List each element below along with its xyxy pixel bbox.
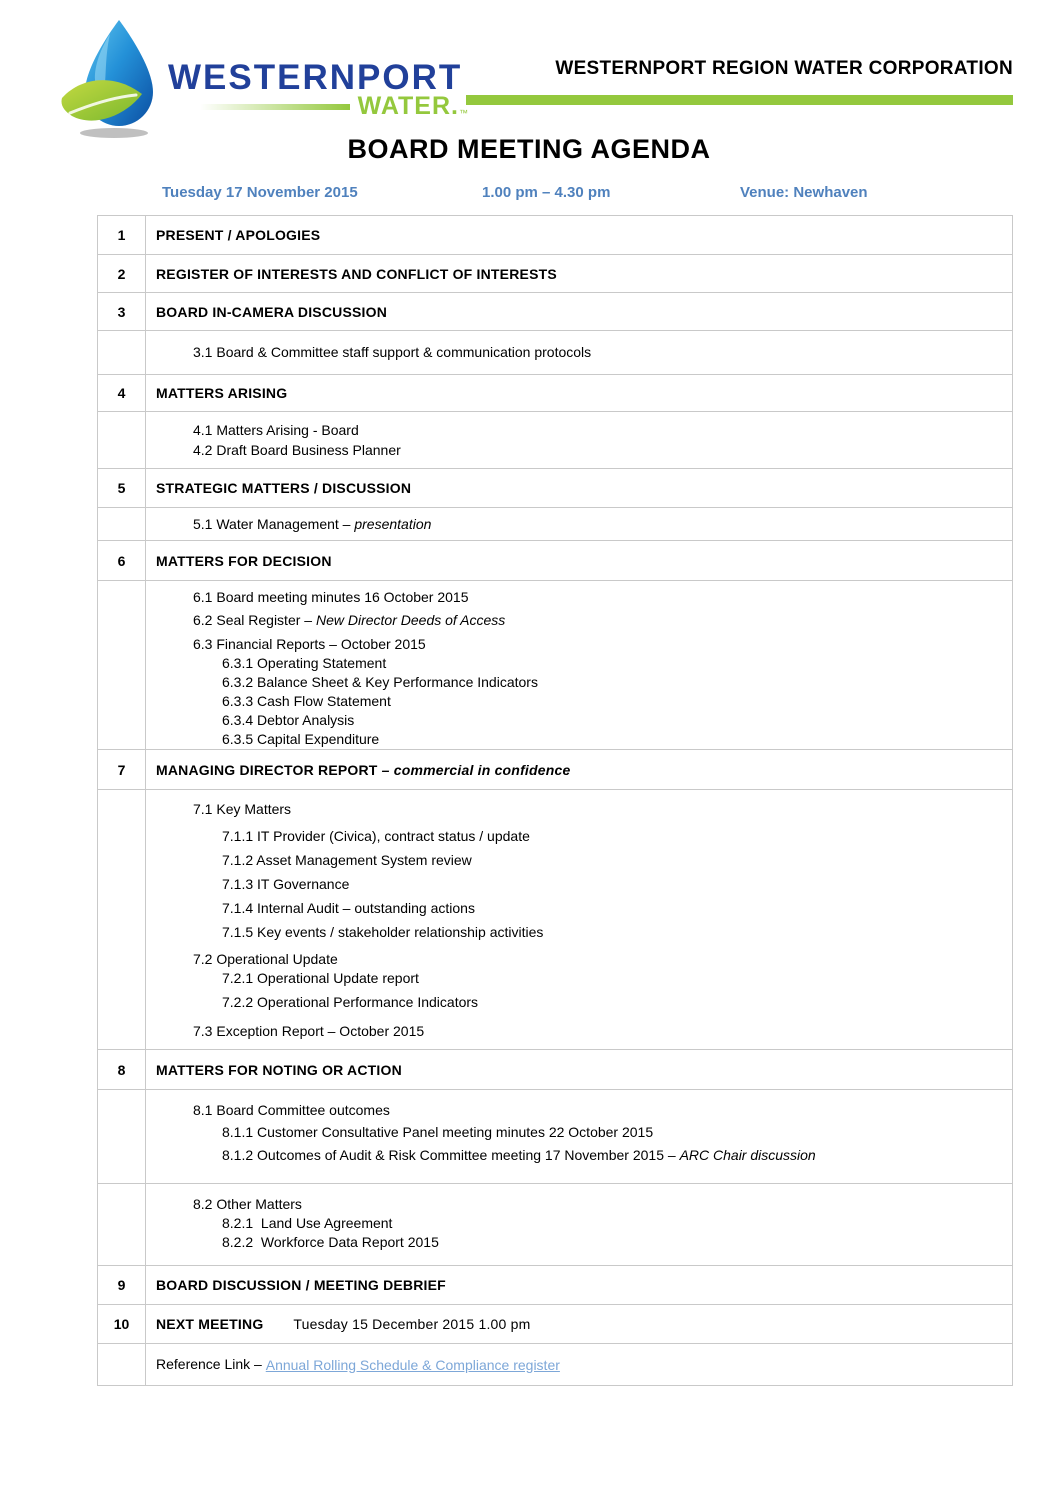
agenda-row-3-sub — [98, 331, 1012, 375]
sub-item-italic-text: New Director Deeds of Access — [315, 612, 506, 628]
agenda-item-number: 8 — [98, 1050, 146, 1089]
agenda-row-5-sub — [98, 508, 1012, 541]
title-text: MANAGING DIRECTOR REPORT — [156, 761, 378, 778]
agenda-row-9 — [98, 1266, 1012, 1305]
agenda-row-8 — [98, 1050, 1012, 1090]
title-italic-text: – commercial in confidence — [381, 761, 571, 778]
agenda-item-title: BOARD IN-CAMERA DISCUSSION — [156, 303, 388, 320]
meeting-info-line — [97, 184, 1013, 206]
agenda-item-title: MATTERS FOR DECISION — [156, 552, 332, 569]
sub-item-italic-text: presentation — [354, 515, 432, 532]
agenda-sub-item: 6.1 Board meeting minutes 16 October 2015 — [193, 589, 469, 605]
agenda-item-number-empty — [98, 1344, 146, 1385]
agenda-item-number: 3 — [98, 293, 146, 330]
agenda-item-title: BOARD DISCUSSION / MEETING DEBRIEF — [156, 1277, 446, 1293]
logo-brand-name: WESTERNPORT — [168, 58, 463, 97]
agenda-row-10 — [98, 1305, 1012, 1344]
agenda-sub-items — [146, 331, 1012, 374]
reference-link[interactable]: Annual Rolling Schedule & Compliance register — [265, 1356, 560, 1373]
agenda-row-1 — [98, 216, 1012, 255]
green-divider-bar — [466, 95, 1013, 105]
agenda-sub-item: 8.2 Other Matters — [193, 1196, 302, 1212]
agenda-sub-item: 7.1.2 Asset Management System review — [222, 852, 472, 868]
agenda-row-8-sub-1 — [98, 1090, 1012, 1184]
agenda-item-number-empty — [98, 1090, 146, 1183]
agenda-sub-item: 8.2.1 Land Use Agreement — [222, 1215, 393, 1231]
agenda-sub-item: 6.3.5 Capital Expenditure — [222, 731, 380, 747]
agenda-sub-item: 6.3.2 Balance Sheet & Key Performance Indicators — [222, 674, 538, 690]
agenda-sub-items — [146, 1090, 1012, 1183]
agenda-table — [97, 215, 1013, 1386]
agenda-item-number: 4 — [98, 375, 146, 411]
agenda-sub-items — [146, 412, 1012, 468]
agenda-sub-item: 3.1 Board & Committee staff support & communication protocols — [193, 344, 592, 360]
agenda-sub-item: 8.2.2 Workforce Data Report 2015 — [222, 1234, 439, 1250]
agenda-item-number-empty — [98, 790, 146, 1049]
reference-link-row — [146, 1344, 1012, 1385]
agenda-item-title: PRESENT / APOLOGIES — [156, 227, 321, 243]
meeting-time: 1.00 pm – 4.30 pm — [482, 184, 611, 201]
agenda-item-title — [146, 750, 1012, 789]
agenda-sub-item: 7.3 Exception Report – October 2015 — [193, 1023, 425, 1039]
logo-underline-decoration — [200, 104, 350, 110]
agenda-sub-item: 4.2 Draft Board Business Planner — [193, 442, 401, 458]
agenda-item-number-empty — [98, 1184, 146, 1265]
agenda-sub-items — [146, 581, 1012, 749]
reference-label: Reference Link – — [156, 1356, 266, 1372]
agenda-row-6 — [98, 541, 1012, 581]
agenda-item-title: STRATEGIC MATTERS / DISCUSSION — [156, 480, 412, 496]
meeting-date: Tuesday 17 November 2015 — [162, 184, 358, 201]
agenda-row-4 — [98, 375, 1012, 412]
agenda-sub-item — [156, 1146, 1002, 1165]
agenda-sub-item: 6.3.4 Debtor Analysis — [222, 712, 355, 728]
document-header — [0, 0, 1058, 215]
agenda-item-number: 2 — [98, 255, 146, 292]
agenda-item-number: 7 — [98, 750, 146, 789]
sub-item-italic-text: ARC Chair discussion — [679, 1147, 816, 1163]
agenda-item-title: REGISTER OF INTERESTS AND CONFLICT OF INTERESTS — [156, 265, 557, 282]
agenda-sub-items — [146, 1184, 1012, 1265]
next-meeting-datetime: Tuesday 15 December 2015 1.00 pm — [293, 1316, 531, 1332]
agenda-item-number-empty — [98, 412, 146, 468]
agenda-sub-item: 7.2 Operational Update — [193, 951, 338, 967]
water-drop-leaf-icon — [60, 18, 164, 140]
trademark-symbol: ™ — [459, 108, 468, 118]
agenda-sub-item: 7.2.1 Operational Update report — [222, 970, 419, 986]
agenda-item-number-empty — [98, 508, 146, 540]
agenda-item-number: 6 — [98, 541, 146, 580]
agenda-item-number-empty — [98, 581, 146, 749]
agenda-sub-item: 6.3.3 Cash Flow Statement — [222, 693, 391, 709]
agenda-sub-item: 8.1.1 Customer Consultative Panel meeting minutes 22 October 2015 — [222, 1124, 654, 1140]
sub-item-text: 6.2 Seal Register – — [193, 612, 316, 628]
agenda-sub-item: 7.1.5 Key events / stakeholder relationship activities — [222, 924, 544, 940]
logo-text — [168, 58, 468, 121]
agenda-sub-item: 7.1.3 IT Governance — [222, 876, 350, 892]
agenda-sub-item: 8.1 Board Committee outcomes — [193, 1102, 390, 1118]
agenda-sub-item: 7.1 Key Matters — [193, 801, 292, 817]
agenda-sub-item — [156, 515, 1002, 534]
agenda-item-title: MATTERS ARISING — [156, 385, 288, 401]
agenda-row-7 — [98, 750, 1012, 790]
agenda-row-2 — [98, 255, 1012, 293]
agenda-sub-items — [146, 508, 1012, 540]
agenda-item-number-empty — [98, 331, 146, 374]
agenda-row-5 — [98, 469, 1012, 508]
agenda-sub-item: 6.3.1 Operating Statement — [222, 655, 387, 671]
agenda-row-4-sub — [98, 412, 1012, 469]
next-meeting-label: NEXT MEETING — [156, 1316, 264, 1332]
agenda-item-title — [146, 1305, 1012, 1343]
agenda-row-reference — [98, 1344, 1012, 1385]
agenda-sub-item: 6.3 Financial Reports – October 2015 — [193, 636, 426, 652]
corporation-title: WESTERNPORT REGION WATER CORPORATION — [555, 58, 1013, 79]
agenda-sub-items — [146, 790, 1012, 1049]
meeting-venue: Venue: Newhaven — [740, 184, 868, 201]
westernport-logo — [60, 18, 468, 140]
agenda-row-6-sub — [98, 581, 1012, 750]
agenda-item-number: 9 — [98, 1266, 146, 1304]
agenda-item-title: MATTERS FOR NOTING OR ACTION — [156, 1061, 402, 1078]
sub-item-text: 5.1 Water Management – — [193, 515, 355, 532]
agenda-sub-item: 7.1.4 Internal Audit – outstanding actions — [222, 900, 475, 916]
agenda-sub-item: 7.1.1 IT Provider (Civica), contract status / update — [222, 828, 530, 844]
agenda-item-number: 1 — [98, 216, 146, 254]
agenda-item-number: 5 — [98, 469, 146, 507]
page-title: BOARD MEETING AGENDA — [347, 134, 711, 164]
logo-brand-water: WATER. — [357, 92, 459, 120]
agenda-row-3 — [98, 293, 1012, 331]
agenda-row-8-sub-2 — [98, 1184, 1012, 1266]
agenda-sub-item: 4.1 Matters Arising - Board — [193, 422, 359, 438]
sub-item-text: 8.1.2 Outcomes of Audit & Risk Committee meeting 17 November 2015 – — [222, 1147, 680, 1163]
agenda-row-7-sub — [98, 790, 1012, 1050]
agenda-sub-item — [156, 611, 1002, 630]
agenda-item-number: 10 — [98, 1305, 146, 1343]
agenda-sub-item: 7.2.2 Operational Performance Indicators — [222, 994, 479, 1010]
